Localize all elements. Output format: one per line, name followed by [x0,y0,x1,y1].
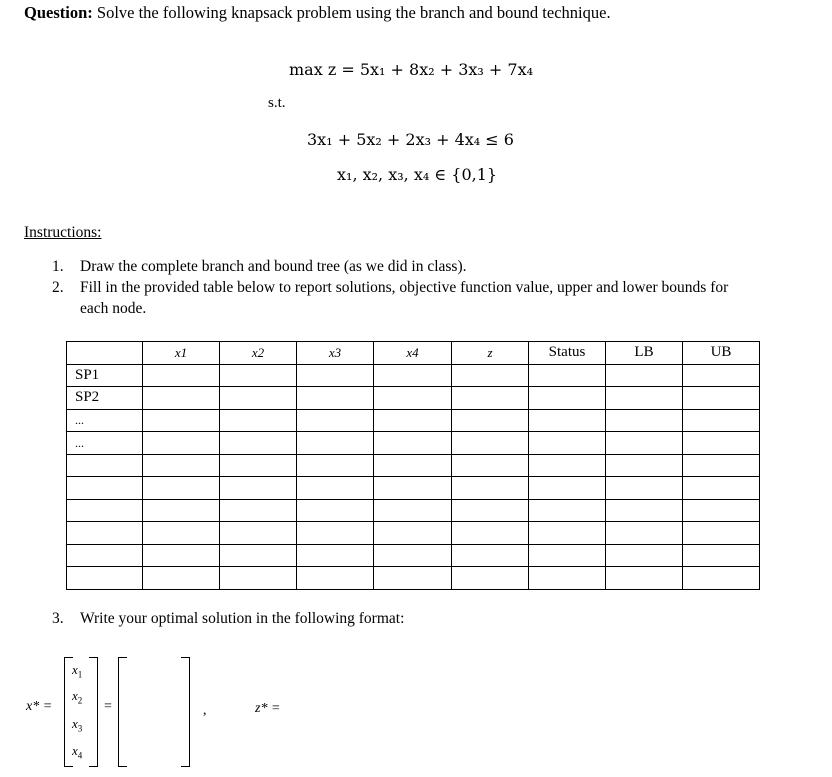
table-cell [143,387,220,410]
row-label [67,454,143,477]
table-row [67,432,760,455]
table-cell [297,522,374,545]
table-cell [606,567,683,590]
vector-component-x2: $x_2$ [72,688,83,706]
table-cell [452,567,529,590]
table-cell [529,387,606,410]
table-row [67,567,760,590]
table-cell [374,544,452,567]
table-cell [606,477,683,500]
table-row [67,477,760,500]
table-cell [452,387,529,410]
table-cell [683,432,760,455]
instruction-text: Draw the complete branch and bound tree (as we did in class). [80,258,467,275]
table-cell [297,387,374,410]
solution-table [66,341,760,590]
table-cell [143,522,220,545]
table-cell [143,499,220,522]
table-cell [452,544,529,567]
table-row [67,499,760,522]
question [24,3,611,23]
table-cell [374,364,452,387]
instruction-text: Fill in the provided table below to report solutions, objective function value, upper and lower bounds for [80,279,729,296]
table-cell [683,364,760,387]
instruction-number: 1. [52,258,64,275]
table-cell [297,409,374,432]
row-label [67,544,143,567]
table-row [67,544,760,567]
table-cell [374,499,452,522]
table-cell [297,477,374,500]
table-cell [683,477,760,500]
table-cell [297,432,374,455]
table-cell [529,454,606,477]
equals-sign: = [104,699,112,714]
row-label [67,477,143,500]
table-header-row [67,342,760,365]
table-cell [143,432,220,455]
table-cell [374,387,452,410]
table-cell [683,409,760,432]
instruction-item-1 [52,258,467,276]
table-cell [297,454,374,477]
table-cell [220,544,297,567]
row-label [67,499,143,522]
answer-left-bracket[interactable] [118,657,127,767]
header-status: Status [529,342,606,365]
table-cell [220,567,297,590]
table-cell [529,567,606,590]
table-cell [452,522,529,545]
table-cell [143,477,220,500]
table-cell [683,387,760,410]
subject-to-label: s.t. [268,95,286,111]
table-row [67,454,760,477]
table-cell [374,477,452,500]
header-cell [67,342,143,365]
table-cell [606,432,683,455]
table-cell [606,522,683,545]
objective-function: max z = 5x₁ + 8x₂ + 3x₃ + 7x₄ [289,60,534,79]
table-cell [452,477,529,500]
table-cell [529,477,606,500]
table-cell [606,544,683,567]
header-x1: x1 [143,342,220,365]
instruction-number: 3. [52,610,64,627]
table-cell [143,409,220,432]
table-cell [220,409,297,432]
table-cell [374,522,452,545]
z-star-label: z* = [255,701,281,716]
table-cell [220,364,297,387]
table-cell [220,499,297,522]
table-cell [606,387,683,410]
row-label: SP2 [67,387,143,410]
row-label: ... [67,409,143,432]
header-x3: x3 [297,342,374,365]
table-cell [143,567,220,590]
table-cell [452,499,529,522]
table-cell [220,477,297,500]
table-cell [452,454,529,477]
row-label [67,567,143,590]
table-row [67,387,760,410]
table-row [67,522,760,545]
right-bracket [89,657,98,767]
table-cell [606,499,683,522]
table-cell [529,544,606,567]
table-cell [143,454,220,477]
table-cell [683,522,760,545]
header-lb: LB [606,342,683,365]
table-cell [374,454,452,477]
vector-component-x1: $x_1$ [72,662,83,680]
instruction-text: Write your optimal solution in the following format: [80,610,405,627]
separator-comma: , [203,703,207,718]
table-cell [143,544,220,567]
table-cell [683,454,760,477]
header-ub: UB [683,342,760,365]
header-x4: x4 [374,342,452,365]
table-cell [220,387,297,410]
table-cell [452,364,529,387]
table-cell [297,499,374,522]
table-cell [683,499,760,522]
instructions-heading: Instructions: [24,224,102,241]
table-cell [374,432,452,455]
table-cell [529,499,606,522]
table-cell [606,364,683,387]
table-cell [220,522,297,545]
table-cell [374,409,452,432]
table-cell [220,432,297,455]
row-label: SP1 [67,364,143,387]
instruction-item-2 [52,279,728,297]
table-row [67,409,760,432]
vector-component-x3: $x_3$ [72,716,83,734]
vector-component-x4: $x_4$ [72,743,83,761]
table-cell [683,544,760,567]
table-cell [220,454,297,477]
table-cell [529,432,606,455]
question-label: Question: [24,3,93,22]
table-cell [452,432,529,455]
question-text: Solve the following knapsack problem using the branch and bound technique. [96,3,611,22]
table-cell [683,567,760,590]
instruction-item-3 [52,610,404,628]
answer-right-bracket [181,657,190,767]
table-row [67,364,760,387]
row-label [67,522,143,545]
capacity-constraint: 3x₁ + 5x₂ + 2x₃ + 4x₄ ≤ 6 [307,130,514,149]
x-star-label: x* = [26,699,53,714]
header-z: z [452,342,529,365]
table-cell [606,409,683,432]
instruction-number: 2. [52,279,64,296]
table-cell [529,409,606,432]
table-cell [606,454,683,477]
table-cell [297,544,374,567]
table-cell [452,409,529,432]
table-cell [374,567,452,590]
table-cell [529,522,606,545]
instruction-item-2-continued: each node. [80,300,147,317]
table-cell [297,364,374,387]
table-cell [529,364,606,387]
table-cell [297,567,374,590]
binary-domain: x₁, x₂, x₃, x₄ ∈ {0,1} [337,165,498,184]
table-cell [143,364,220,387]
header-x2: x2 [220,342,297,365]
row-label: ... [67,432,143,455]
